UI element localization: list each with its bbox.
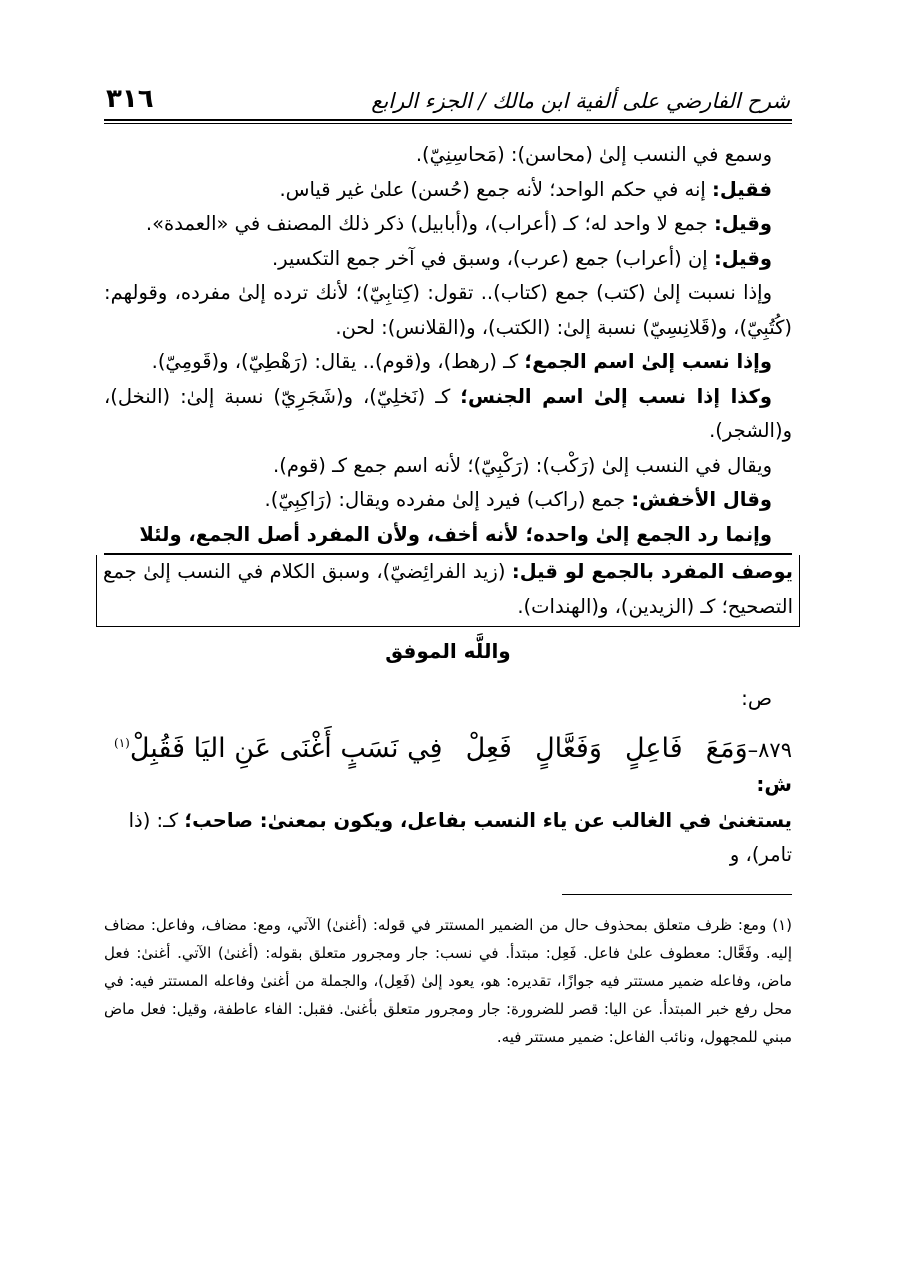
verse-line [104,723,792,770]
footnote-ref[interactable]: (١) [114,736,130,750]
verse-word: وَفَعَّالٍ [535,733,602,764]
matn-label: ص: [741,686,772,710]
paragraph: ويقال في النسب إلىٰ (رَكْب): (رَكْبِيّ)؛ لأنه اسم جمع كـ (قوم). [273,453,772,477]
verse-word: فَعِلْ [465,733,512,764]
paragraph: وسمع في النسب إلىٰ (محاسن): (مَحاسِنِيّ). [415,143,772,166]
paragraph: وإذا نسبت إلىٰ (كتب) جمع (كتاب).. تقول: (كِتابِيّ)؛ لأنك ترده إلىٰ مفرده، وقولهم: (كُتُبِيّ)، و(قَلانِسِيّ) نسبة إلىٰ: (الكتب)، و(القلانس): لحن. [104,281,792,339]
verse-word: ٨٧٩–وَمَعَ [705,733,792,764]
paragraph: وقيل: إن (أعراب) جمع (عرب)، وسبق في آخر جمع التكسير. [271,246,772,270]
paragraph: فقيل: إنه في حكم الواحد؛ لأنه جمع (حُسن) علىٰ غير قياس. [279,177,772,201]
running-title: شرح الفارضي على ألفية ابن مالك / الجزء الرابع [371,89,790,113]
closing-phrase: واللَّه الموفق [385,639,511,663]
paragraph: وقيل: جمع لا واحد له؛ كـ (أعراب)، و(أبابيل) ذكر ذلك المصنف في «العمدة». [145,212,772,235]
verse-word: فِي نَسَبٍ أَغْنَى عَنِ اليَا فَقُبِلْ$^{(١)}$ [114,733,443,764]
sharh-text: يستغنىٰ في الغالب عن ياء النسب بفاعل، ويكون بمعنىٰ: صاحب؛ كـ: (ذا تامر)، و [128,809,792,866]
footnote-separator [562,894,792,895]
footnote-mark: (١) [772,916,792,934]
paragraph: وكذا إذا نسب إلىٰ اسم الجنس؛ كـ (نَخلِيّ)، و(شَجَرِيّ) نسبة إلىٰ: (النخل)، و(الشجر). [104,384,792,442]
sharh-label: ش: [756,772,792,796]
page-number: ٣١٦ [106,84,154,114]
footnote [104,911,792,1051]
paragraph: وقال الأخفش: جمع (راكب) فيرد إلىٰ مفرده ويقال: (رَاكِبِيّ). [264,488,772,511]
footnote-text: ومع: ظرف متعلق بمحذوف حال من الضمير المستتر في قوله: (أغنىٰ) الآتي، ومع: مضاف، وفاعل: مضاف إليه. وفَعَّال: معطوف علىٰ فاعل. فَعِل: مبتدأ. في نسب: جار ومجرور متعلق بقوله: (أغنىٰ) الآتي. أغنىٰ: فعل ماض، وفاعله ضمير مستتر فيه جوازًا، تقديره: هو، يعود إلىٰ (فَعِل)، والجملة من أغنىٰ وفاعله المستتر فيه: في محل رفع خبر المبتدأ. عن اليا: قصر للضرورة: جار ومجرور متعلق بأغنىٰ. فقبل: الفاء عاطفة، وقيل: فعل ماض مبني للمجهول، ونائب الفاعل: ضمير مستتر فيه. [104,916,792,1046]
header-rule [104,119,792,124]
verse-word: فَاعِلٍ [624,733,683,764]
book-page [104,70,792,1051]
boxed-paragraph: يوصف المفرد بالجمع لو قيل: (زيد الفرائِضيّ)، وسبق الكلام في النسب إلىٰ جمع التصحيح؛ كـ (الزيدين)، و(الهندات). [96,555,800,627]
paragraph: وإذا نسب إلىٰ اسم الجمع؛ كـ (رهط)، و(قوم).. يقال: (رَهْطِيّ)، و(قَومِيّ). [151,350,772,373]
emphasized-paragraph: وإنما رد الجمع إلىٰ واحده؛ لأنه أخف، ولأن المفرد أصل الجمع، ولئلا [104,518,792,556]
main-text [104,138,792,627]
verse-number: ٨٧٩– [747,738,792,762]
page-header [104,70,792,116]
